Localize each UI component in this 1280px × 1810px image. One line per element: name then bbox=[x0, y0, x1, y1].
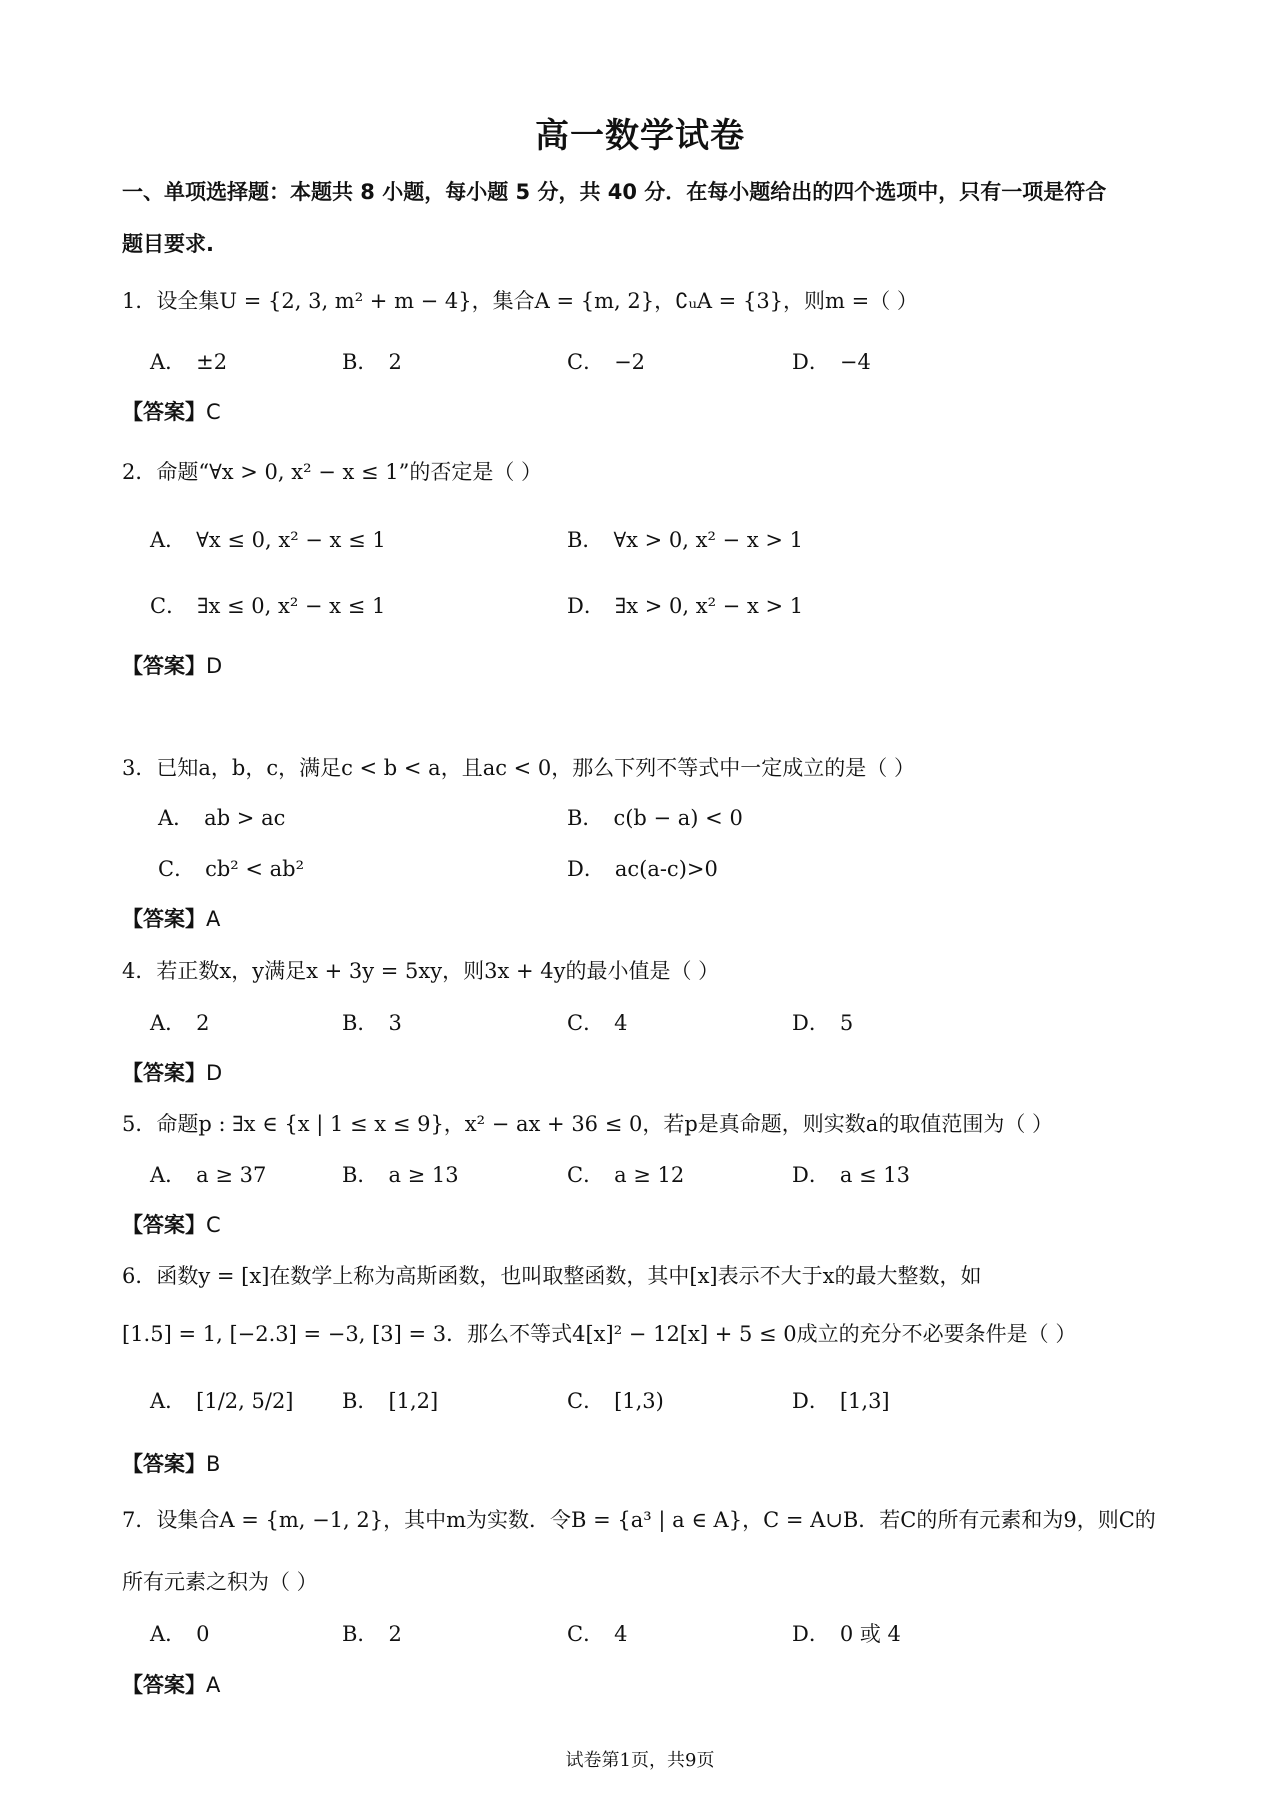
option-text: a ≤ 13 bbox=[839, 1163, 911, 1187]
option-text: 5 bbox=[839, 1011, 854, 1035]
option-key: A． bbox=[150, 1389, 187, 1413]
option-key: D． bbox=[792, 1163, 830, 1187]
question-5-stem: 5．命题p : ∃x ∈ {x | 1 ≤ x ≤ 9}，x² − ax + 36 ≤ 0，若p是真命题，则实数a的取值范围为（ ） bbox=[122, 1112, 1053, 1136]
question-6-option-c bbox=[567, 1385, 664, 1415]
option-text: c(b − a) < 0 bbox=[613, 806, 743, 830]
question-5-answer bbox=[122, 1209, 221, 1239]
answer-value: C bbox=[206, 1213, 221, 1237]
option-text: 0 或 4 bbox=[839, 1622, 901, 1646]
question-5-option-c bbox=[567, 1159, 684, 1189]
option-text: a ≥ 37 bbox=[196, 1163, 267, 1187]
question-2-option-a bbox=[150, 524, 386, 554]
page-title: 高一数学试卷 bbox=[535, 116, 745, 156]
question-6-option-a bbox=[150, 1385, 294, 1415]
answer-label: 【答案】 bbox=[122, 400, 206, 424]
question-3-answer bbox=[122, 903, 220, 933]
question-2-option-c bbox=[150, 590, 385, 620]
option-key: A． bbox=[150, 528, 187, 552]
answer-value: D bbox=[206, 1061, 223, 1085]
option-text: a ≥ 13 bbox=[388, 1163, 459, 1187]
answer-label: 【答案】 bbox=[122, 1673, 206, 1697]
question-3-option-a bbox=[158, 802, 285, 832]
option-text: ab > ac bbox=[204, 806, 286, 830]
option-text: ∃x > 0, x² − x > 1 bbox=[614, 594, 804, 618]
option-text: ∀x ≤ 0, x² − x ≤ 1 bbox=[196, 528, 386, 552]
option-text: ±2 bbox=[196, 350, 228, 374]
option-key: D． bbox=[567, 857, 605, 881]
option-text: 0 bbox=[196, 1622, 210, 1646]
option-text: 2 bbox=[196, 1011, 210, 1035]
option-text: 2 bbox=[388, 350, 402, 374]
question-7-option-a bbox=[150, 1618, 210, 1648]
answer-value: A bbox=[206, 907, 221, 931]
question-4-option-d bbox=[792, 1007, 853, 1037]
option-key: C． bbox=[150, 594, 188, 618]
option-key: D． bbox=[792, 350, 830, 374]
question-6-option-d bbox=[792, 1385, 890, 1415]
question-2-stem: 2．命题“∀x > 0, x² − x ≤ 1”的否定是（ ） bbox=[122, 460, 543, 484]
question-7-answer bbox=[122, 1669, 220, 1699]
option-key: D． bbox=[792, 1011, 830, 1035]
answer-value: C bbox=[206, 400, 221, 424]
answer-label: 【答案】 bbox=[122, 1213, 206, 1237]
question-1-option-c bbox=[567, 346, 645, 376]
option-key: C． bbox=[567, 1163, 605, 1187]
question-4-answer bbox=[122, 1057, 222, 1087]
section-heading-line2: 题目要求. bbox=[122, 232, 214, 256]
question-5-option-b bbox=[342, 1159, 459, 1189]
answer-value: D bbox=[206, 654, 223, 678]
option-text: ∃x ≤ 0, x² − x ≤ 1 bbox=[197, 594, 386, 618]
option-key: A． bbox=[150, 1011, 187, 1035]
option-key: B． bbox=[342, 1622, 379, 1646]
option-text: 2 bbox=[388, 1622, 402, 1646]
question-1-option-d bbox=[792, 346, 871, 376]
question-7-option-c bbox=[567, 1618, 627, 1648]
question-5-option-a bbox=[150, 1159, 266, 1189]
option-key: C． bbox=[567, 1622, 605, 1646]
question-1-stem: 1．设全集U = {2, 3, m² + m − 4}，集合A = {m, 2}，∁ᵤA = {3}，则m =（ ） bbox=[122, 289, 918, 313]
question-3-option-b bbox=[567, 802, 743, 832]
option-key: B． bbox=[342, 1011, 379, 1035]
answer-value: A bbox=[206, 1673, 221, 1697]
option-key: D． bbox=[792, 1389, 830, 1413]
question-6-stem: 6．函数y = [x]在数学上称为高斯函数，也叫取整函数，其中[x]表示不大于x的最大整数，如 bbox=[122, 1264, 982, 1288]
option-key: C． bbox=[567, 1389, 605, 1413]
option-key: C． bbox=[158, 857, 196, 881]
option-key: A． bbox=[150, 1622, 187, 1646]
option-text: −2 bbox=[614, 350, 646, 374]
question-1-option-b bbox=[342, 346, 402, 376]
option-text: [1/2, 5/2] bbox=[196, 1389, 294, 1413]
option-text: ac(a-c)>0 bbox=[614, 857, 718, 881]
question-1-option-a bbox=[150, 346, 227, 376]
question-5-option-d bbox=[792, 1159, 910, 1189]
question-7-stem-line2: 所有元素之积为（ ） bbox=[122, 1570, 318, 1594]
option-text: −4 bbox=[839, 350, 871, 374]
answer-label: 【答案】 bbox=[122, 907, 206, 931]
answer-label: 【答案】 bbox=[122, 1452, 206, 1476]
option-key: B． bbox=[567, 806, 604, 830]
answer-label: 【答案】 bbox=[122, 654, 206, 678]
option-key: D． bbox=[567, 594, 605, 618]
option-text: cb² < ab² bbox=[205, 857, 305, 881]
question-4-option-a bbox=[150, 1007, 210, 1037]
option-text: 4 bbox=[614, 1622, 628, 1646]
option-text: 3 bbox=[388, 1011, 402, 1035]
option-key: C． bbox=[567, 350, 605, 374]
option-text: ∀x > 0, x² − x > 1 bbox=[613, 528, 803, 552]
option-text: [1,3] bbox=[839, 1389, 890, 1413]
option-key: C． bbox=[567, 1011, 605, 1035]
question-7-option-d bbox=[792, 1618, 901, 1648]
question-7-option-b bbox=[342, 1618, 402, 1648]
question-6-answer bbox=[122, 1448, 220, 1478]
question-3-stem: 3．已知a，b，c，满足c < b < a，且ac < 0，那么下列不等式中一定成立的是（ ） bbox=[122, 756, 915, 780]
section-heading-line1: 一、单项选择题：本题共 8 小题，每小题 5 分，共 40 分．在每小题给出的四个选项中，只有一项是符合 bbox=[122, 180, 1107, 204]
question-2-option-d bbox=[567, 590, 803, 620]
option-text: a ≥ 12 bbox=[614, 1163, 685, 1187]
option-key: B． bbox=[342, 1163, 379, 1187]
option-key: A． bbox=[150, 350, 187, 374]
option-key: A． bbox=[150, 1163, 187, 1187]
question-4-stem: 4．若正数x，y满足x + 3y = 5xy，则3x + 4y的最小值是（ ） bbox=[122, 959, 720, 983]
answer-value: B bbox=[206, 1452, 221, 1476]
question-2-option-b bbox=[567, 524, 803, 554]
option-text: [1,2] bbox=[388, 1389, 439, 1413]
page-footer: 试卷第1页，共9页 bbox=[565, 1750, 715, 1771]
question-4-option-b bbox=[342, 1007, 402, 1037]
question-3-option-c bbox=[158, 853, 304, 883]
question-1-answer bbox=[122, 396, 221, 426]
option-key: B． bbox=[342, 1389, 379, 1413]
option-key: B． bbox=[342, 350, 379, 374]
answer-label: 【答案】 bbox=[122, 1061, 206, 1085]
option-key: D． bbox=[792, 1622, 830, 1646]
option-key: A． bbox=[158, 806, 195, 830]
option-text: [1,3) bbox=[614, 1389, 664, 1413]
question-2-answer bbox=[122, 650, 222, 680]
option-key: B． bbox=[567, 528, 604, 552]
question-6-stem-line2: [1.5] = 1, [−2.3] = −3, [3] = 3．那么不等式4[x]² − 12[x] + 5 ≤ 0成立的充分不必要条件是（ ） bbox=[122, 1322, 1077, 1346]
question-7-stem: 7．设集合A = {m, −1, 2}，其中m为实数．令B = {a³ | a ∈ A}，C = A∪B．若C的所有元素和为9，则C的 bbox=[122, 1508, 1156, 1532]
question-6-option-b bbox=[342, 1385, 438, 1415]
question-3-option-d bbox=[567, 853, 718, 883]
question-4-option-c bbox=[567, 1007, 627, 1037]
option-text: 4 bbox=[614, 1011, 628, 1035]
